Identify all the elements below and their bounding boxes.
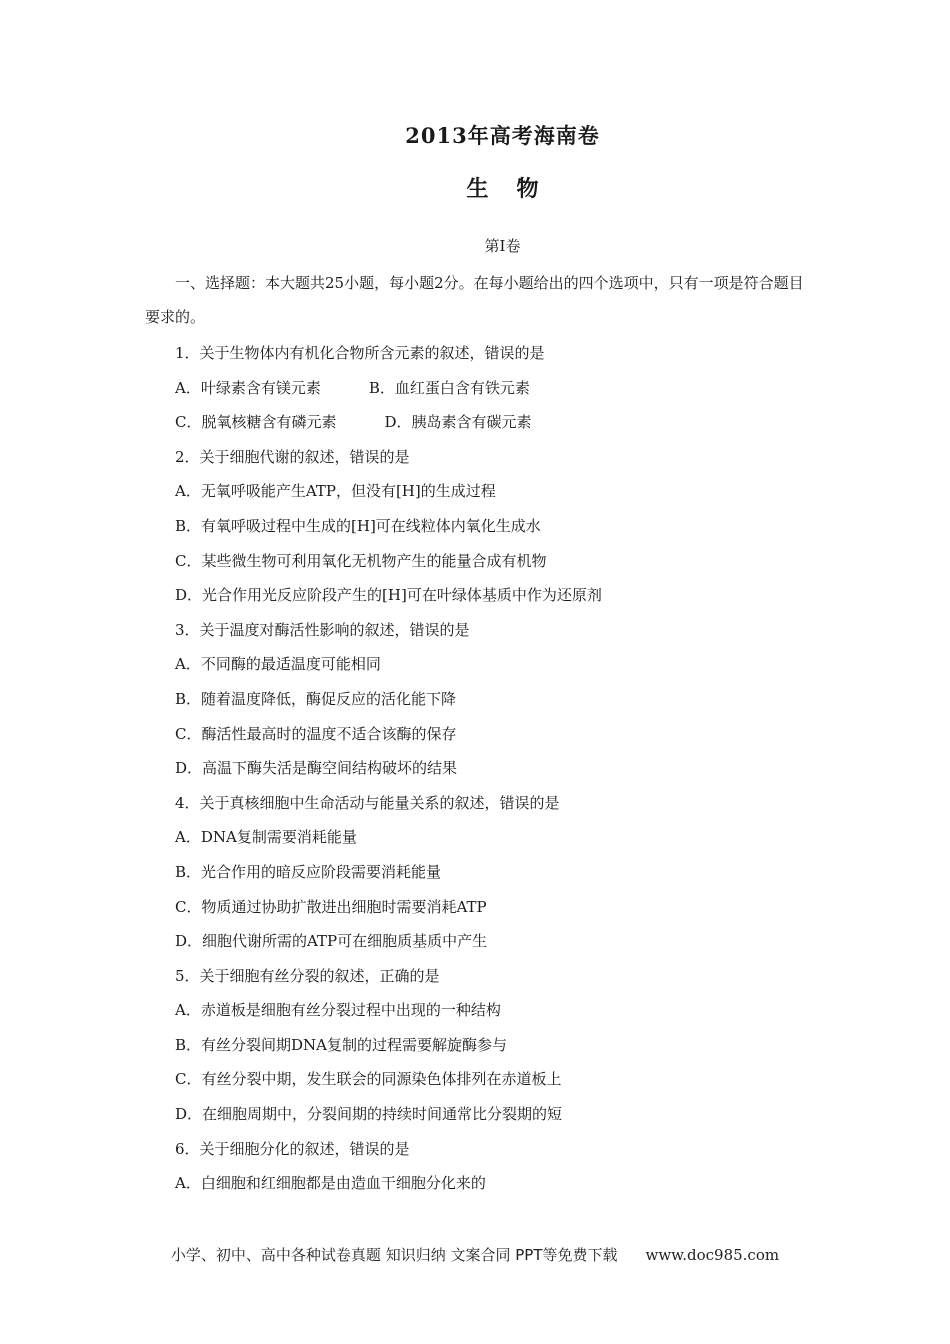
option-text: B．有丝分裂间期DNA复制的过程需要解旋酶参与 xyxy=(175,1035,508,1054)
option-text: D．高温下酶失活是酶空间结构破坏的结果 xyxy=(175,759,458,778)
option-text: D．在细胞周期中，分裂间期的持续时间通常比分裂期的短 xyxy=(175,1105,563,1124)
option-text: A．白细胞和红细胞都是由造血干细胞分化来的 xyxy=(175,1174,486,1193)
option-text: C．物质通过协助扩散进出细胞时需要消耗ATP xyxy=(175,897,487,916)
option-text: B．有氧呼吸过程中生成的[H]可在线粒体内氧化生成水 xyxy=(175,516,541,535)
option-text: D．胰岛素含有碳元素 xyxy=(384,413,532,432)
option-pair-line xyxy=(175,371,825,406)
option-text: D．细胞代谢所需的ATP可在细胞质基质中产生 xyxy=(175,932,488,951)
volume-label: 第I卷 xyxy=(484,237,521,255)
question-stem: 1．关于生物体内有机化合物所含元素的叙述，错误的是 xyxy=(175,344,545,362)
question-stem: 6．关于细胞分化的叙述，错误的是 xyxy=(175,1139,410,1158)
option-text: D．光合作用光反应阶段产生的[H]可在叶绿体基质中作为还原剂 xyxy=(175,586,602,605)
question-stem: 4．关于真核细胞中生命活动与能量关系的叙述，错误的是 xyxy=(175,793,560,812)
option-text: A．不同酶的最适温度可能相同 xyxy=(175,655,381,674)
option-text: A．叶绿素含有镁元素 xyxy=(175,378,321,397)
option-text: C．有丝分裂中期，发生联会的同源染色体排列在赤道板上 xyxy=(175,1070,562,1089)
subject-char-2: 物 xyxy=(516,176,539,202)
option-text: C．脱氧核糖含有磷元素 xyxy=(175,413,337,432)
option-text: B．血红蛋白含有铁元素 xyxy=(368,378,530,397)
subject-heading xyxy=(55,172,950,203)
footer-site-link[interactable]: www.doc985.com xyxy=(645,1246,780,1264)
footer-text: 小学、初中、高中各种试卷真题 知识归纳 文案合同 PPT等免费下载 xyxy=(170,1246,618,1264)
option-text: C．某些微生物可利用氧化无机物产生的能量合成有机物 xyxy=(175,551,547,570)
subject-char-1: 生 xyxy=(466,176,489,202)
page-footer xyxy=(0,1244,950,1265)
section-instructions: 一、选择题：本大题共25小题，每小题2分。在每小题给出的四个选项中，只有一项是符合题目要求的。 xyxy=(145,274,804,326)
option-text: A．DNA复制需要消耗能量 xyxy=(175,828,357,847)
option-text: C．酶活性最高时的温度不适合该酶的保存 xyxy=(175,724,457,743)
option-text: B．随着温度降低，酶促反应的活化能下降 xyxy=(175,689,457,708)
exam-title: 2013年高考海南卷 xyxy=(405,123,600,148)
question-stem: 2．关于细胞代谢的叙述，错误的是 xyxy=(175,447,410,466)
question-stem: 5．关于细胞有丝分裂的叙述，正确的是 xyxy=(175,966,440,985)
question-stem: 3．关于温度对酶活性影响的叙述，错误的是 xyxy=(175,620,470,639)
option-text: B．光合作用的暗反应阶段需要消耗能量 xyxy=(175,862,442,881)
option-text: A．无氧呼吸能产生ATP，但没有[H]的生成过程 xyxy=(175,482,496,501)
question-list xyxy=(175,336,825,1201)
option-text: A．赤道板是细胞有丝分裂过程中出现的一种结构 xyxy=(175,1001,501,1020)
option-pair-line xyxy=(175,405,825,440)
